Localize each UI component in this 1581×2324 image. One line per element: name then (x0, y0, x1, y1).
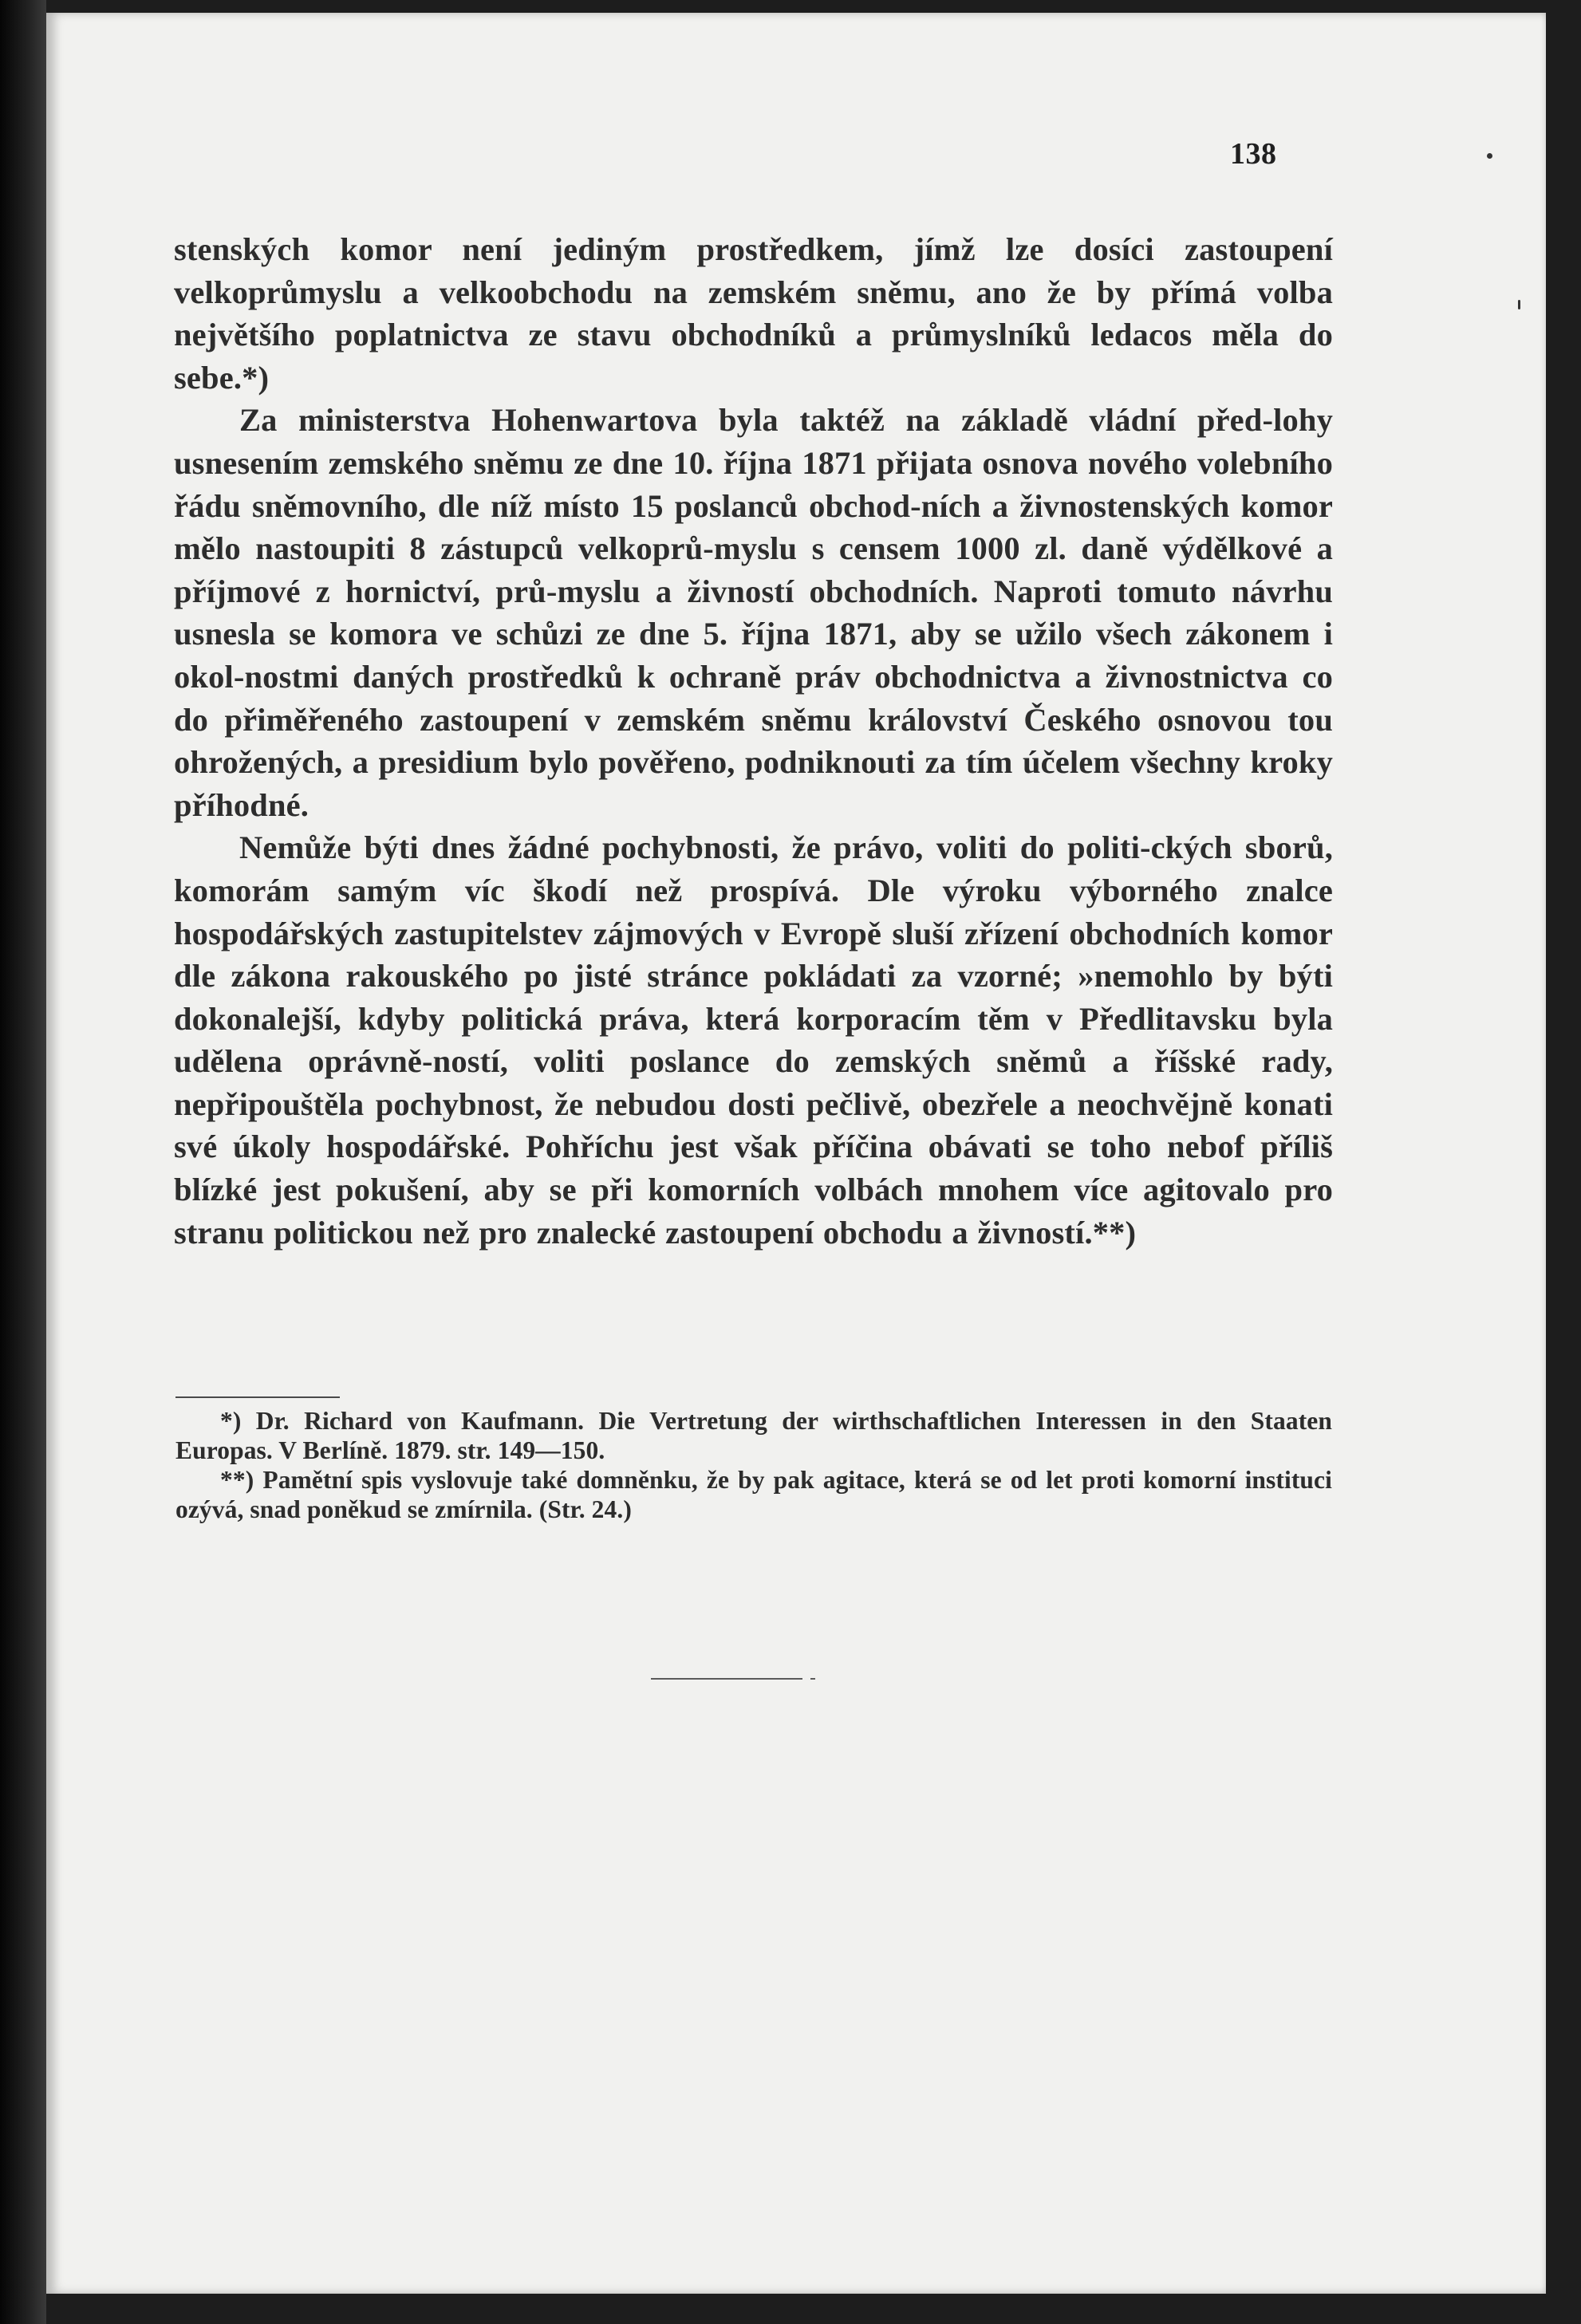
paragraph-hohenwart-proposal: Za ministerstva Hohenwartova byla taktéž na základě vládní před-lohy usnesením zemského sněmu ze dne 10. října 1871 přijata osnova nového volebního řádu sněmovního, dle níž místo 15 poslanců obchod-ních a živnostenských komor mělo nastoupiti 8 zástupců velkoprů-myslu s censem 1000 zl. daně výdělkové a příjmové z hornictví, prů-myslu a živností obchodních. Naproti tomuto návrhu usnesla se komora ve schůzi ze dne 5. října 1871, aby se užilo všech zákonem i okol-nostmi daných prostředků k ochraně práv obchodnictva a živnostnictva co do přiměřeného zastoupení v zemském sněmu království Českého osnovou tou ohrožených, a presidium bylo pověřeno, podniknouti za tím účelem všechny kroky příhodné. (174, 402, 1333, 823)
footnote-memorial: **) Pamětní spis vyslovuje také domněnku, že by pak agitace, která se od let proti komorní instituci ozývá, snad poněkud se zmírnila. (Str. 24.) (175, 1466, 1332, 1523)
paragraph-continuation: stenských komor není jediným prostředkem, jímž lze dosíci zastoupení velkoprůmyslu a velkoobchodu na zemském sněmu, ano že by přímá volba největšího poplatnictva ze stavu obchodníků a průmyslníků ledacos měla do sebe.*) (174, 231, 1333, 396)
scan-speck-top-right (1487, 153, 1492, 159)
page-number: 138 (1230, 137, 1277, 171)
paragraph-political-voting: Nemůže býti dnes žádné pochybnosti, že právo, voliti do politi-ckých sborů, komorám samým víc škodí než prospívá. Dle výroku výborného znalce hospodářských zastupitelstev zájmových v Evropě sluší zřízení obchodních komor dle zákona rakouského po jisté stránce pokládati za vzorné; »nemohlo by býti dokonalejší, kdyby politická práva, která korporacím těm v Předlitavsku byla udělena oprávně-ností, voliti poslance do zemských sněmů a říšské rady, nepřipouštěla pochybnost, že nebudou dosti pečlivě, obezřele a neochvějně konati své úkoly hospodářské. Pohříchu jest však příčina obávati se toho nebof příliš blízké jest pokušení, aby se při komorních volbách mnohem více agitovalo pro stranu politickou než pro znalecké zastoupení obchodu a živností.**) (174, 829, 1333, 1251)
end-mark (651, 1678, 802, 1680)
footnote-rule (175, 1396, 340, 1398)
main-text (174, 228, 1333, 1254)
footnote-kaufmann: *) Dr. Richard von Kaufmann. Die Vertretung der wirthschaftlichen Interessen in den Staaten Europas. V Berlíně. 1879. str. 149—150. (175, 1407, 1332, 1464)
footnotes (175, 1406, 1332, 1524)
document-page (46, 13, 1546, 2294)
scan-speck-margin (1518, 300, 1520, 309)
scan-edge (0, 0, 46, 2324)
